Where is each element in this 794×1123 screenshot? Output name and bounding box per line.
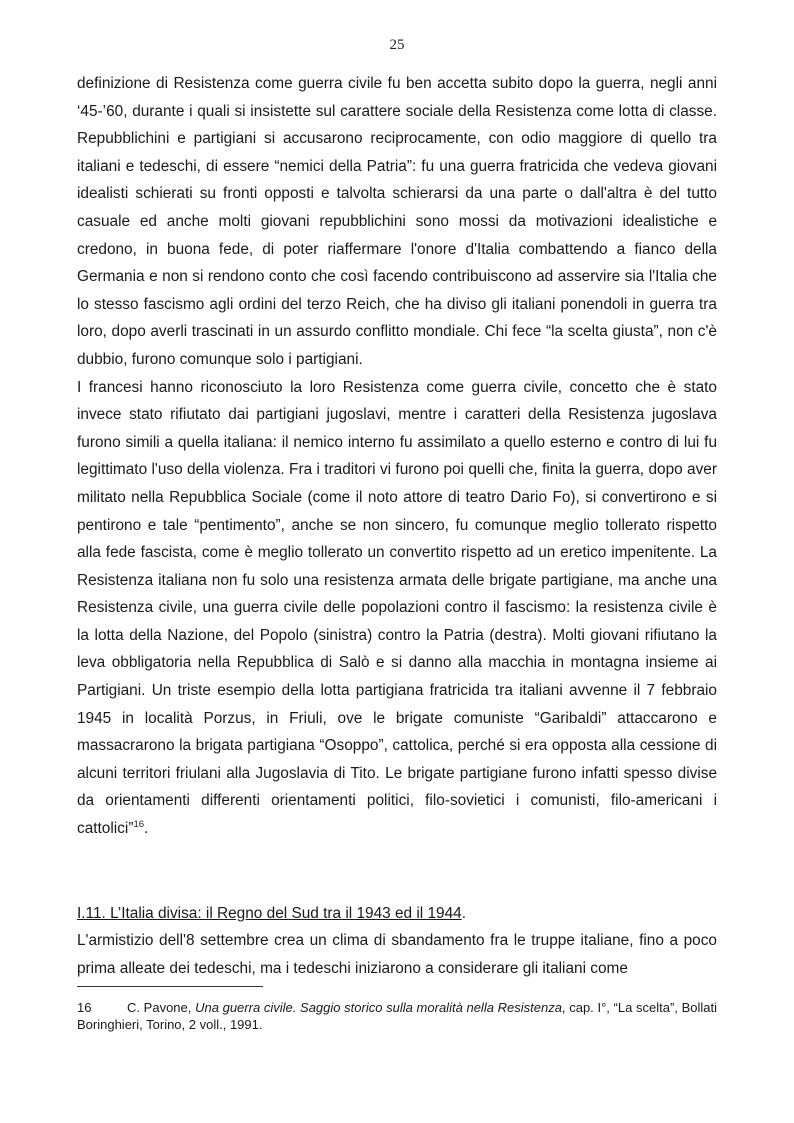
footnote-rest: , cap. I°, “La scelta”, Bollati Boringhieri, Torino, 2 voll., 1991.: [77, 1000, 717, 1032]
paragraph: definizione di Resistenza come guerra civile fu ben accetta subito dopo la guerra, negli anni ‘45-’60, durante i quali si insistette sul carattere sociale della Resistenza come lotta di classe. Repubblichini e partigiani si accusarono reciprocamente, con odio maggiore di quello tra italiani e tedeschi, di essere “nemici della Patria”: fu una guerra fratricida che vedeva giovani idealisti schierati su fronti opposti e talvolta schierarsi da una parte o dall'altra è del tutto casuale ed anche molti giovani repubblichini sono mossi da motivazioni idealistiche e credono, in buona fede, di poter riaffermare l'onore d'Italia combattendo a fianco della Germania e non si rendono conto che così facendo contribuiscono ad asservire sia l'Italia che lo stesso fascismo agli ordini del terzo Reich, che ha diviso gli italiani ponendoli in guerra tra loro, dopo averli trascinati in un assurdo conflitto mondiale. Chi fece “la scelta giusta”, non c'è dubbio, furono comunque solo i partigiani.: [77, 75, 717, 368]
footnote-author: C. Pavone,: [127, 1000, 192, 1015]
footnote-number: 16: [77, 1000, 92, 1015]
paragraph-text: I francesi hanno riconosciuto la loro Resistenza come guerra civile, concetto che è stato invece stato rifiutato dai partigiani jugoslavi, mentre i caratteri della Resistenza jugoslava furono simili a quella italiana: il nemico interno fu assimilato a quello esterno e contro di lui fu legittimato l'uso della violenza. Fra i traditori vi furono poi quelli che, finita la guerra, dopo aver militato nella Repubblica Sociale (come il noto attore di teatro Dario Fo), si convertirono e si pentirono e tale “pentimento”, anche se non sincero, fu comunque meglio tollerato rispetto alla fede fascista, come è meglio tollerato un convertito rispetto ad un eretico impenitente. La Resistenza italiana non fu solo una resistenza armata delle brigate partigiane, ma anche una Resistenza civile, una guerra civile delle popolazioni contro il fascismo: la resistenza civile è la lotta della Nazione, del Popolo (sinistra) contro la Patria (destra). Molti giovani rifiutano la leva obbligatoria nella Repubblica di Salò e si danno alla macchia in montagna insieme ai Partigiani. Un triste esempio della lotta partigiana fratricida tra italiani avvenne il 7 febbraio 1945 in località Porzus, in Friuli, ove le brigate comuniste “Garibaldi” attaccarono e massacrarono la brigata partigiana “Osoppo”, cattolica, perché si era opposta alla cessione di alcuni territori friulani alla Jugoslavia di Tito. Le brigate partigiane furono infatti spesso divise da orientamenti differenti orientamenti politici, filo-sovietici i comunisti, filo-americani i cattolici”: [77, 378, 717, 838]
footnote-title: Una guerra civile. Saggio storico sulla moralità nella Resistenza: [195, 1000, 562, 1015]
body-text: [77, 70, 717, 843]
section-heading-end: .: [461, 905, 467, 922]
section-paragraph: L'armistizio dell'8 settembre crea un clima di sbandamento fra le truppe italiane, fino a poco prima alleate dei tedeschi, ma i tedeschi iniziarono a considerare gli italiani come: [77, 932, 717, 977]
paragraph: [77, 374, 717, 843]
section-heading-text: I.11. L’Italia divisa: il Regno del Sud tra il 1943 ed il 1944: [77, 905, 462, 922]
footnote-divider: [77, 986, 263, 987]
section-heading: [77, 900, 717, 928]
footnote: [77, 999, 717, 1033]
paragraph-end: .: [144, 820, 149, 838]
footnote-reference[interactable]: 16: [133, 818, 145, 830]
page-number: 25: [389, 37, 405, 53]
